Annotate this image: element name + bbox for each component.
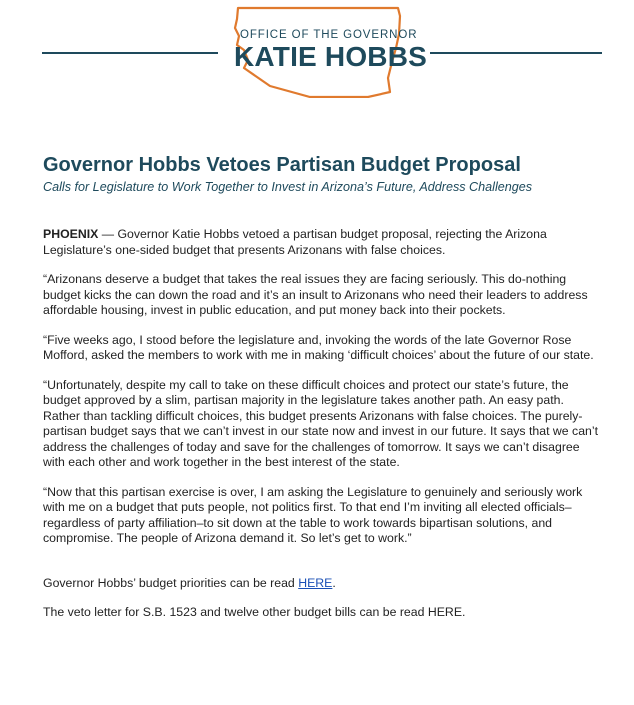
- letterhead: [0, 0, 634, 110]
- priorities-end: .: [332, 575, 336, 590]
- letterhead-rule-right: [430, 52, 602, 54]
- priorities-line: [43, 576, 603, 592]
- veto-letter-line: The veto letter for S.B. 1523 and twelve other budget bills can be read HERE.: [43, 605, 466, 619]
- lead-text: — Governor Katie Hobbs vetoed a partisan budget proposal, rejecting the Arizona Legislature’s one-sided budget that presents Arizonans with false choices.: [43, 227, 547, 257]
- priorities-text: Governor Hobbs’ budget priorities can be read: [43, 575, 299, 590]
- quote-paragraph-1: “Arizonans deserve a budget that takes the real issues they are facing seriously. This do-nothing budget kicks the can down the road and it’s an insult to Arizonans who need their leaders to address affordable housing, invest in public education, and put money back into their pockets.: [43, 272, 588, 317]
- quote-paragraph-3: “Unfortunately, despite my call to take on these difficult choices and protect our state’s future, the budget approved by a slim, partisan majority in the legislature takes another path. An easy path. Rather than tackling difficult choices, this budget presents Arizonans with false choices. The purely-partisan budget says that we can’t invest in our state now and invest in our future. It says that we can’t address the challenges of today and save for the challenges of tomorrow. It says we can’t disagree with each other and work together in the best interest of the state.: [43, 377, 599, 469]
- letterhead-rule-left: [42, 52, 218, 54]
- office-title: OFFICE OF THE GOVERNOR: [240, 29, 418, 41]
- dateline: PHOENIX: [43, 227, 99, 241]
- headline: Governor Hobbs Vetoes Partisan Budget Proposal: [43, 154, 521, 176]
- quote-paragraph-4: “Now that this partisan exercise is over, I am asking the Legislature to genuinely and seriously work with me on a budget that puts people, not politics first. To that end I’m inviting all elected officials–regardless of party affiliation–to sit down at the table to work towards bipartisan solutions, and compromise. The people of Arizona demand it. So let’s get to work.”: [43, 484, 583, 545]
- press-release: [43, 150, 603, 621]
- quote-paragraph-2: “Five weeks ago, I stood before the legislature and, invoking the words of the late Governor Rose Mofford, asked the members to work with me in making ‘difficult choices’ about the future of our state.: [43, 332, 594, 362]
- governor-name-logo: KATIE HOBBS: [234, 41, 428, 72]
- subheadline: Calls for Legislature to Work Together to Invest in Arizona’s Future, Address Challenges: [43, 180, 533, 194]
- priorities-link[interactable]: HERE: [298, 575, 333, 590]
- lead-paragraph: [43, 227, 603, 258]
